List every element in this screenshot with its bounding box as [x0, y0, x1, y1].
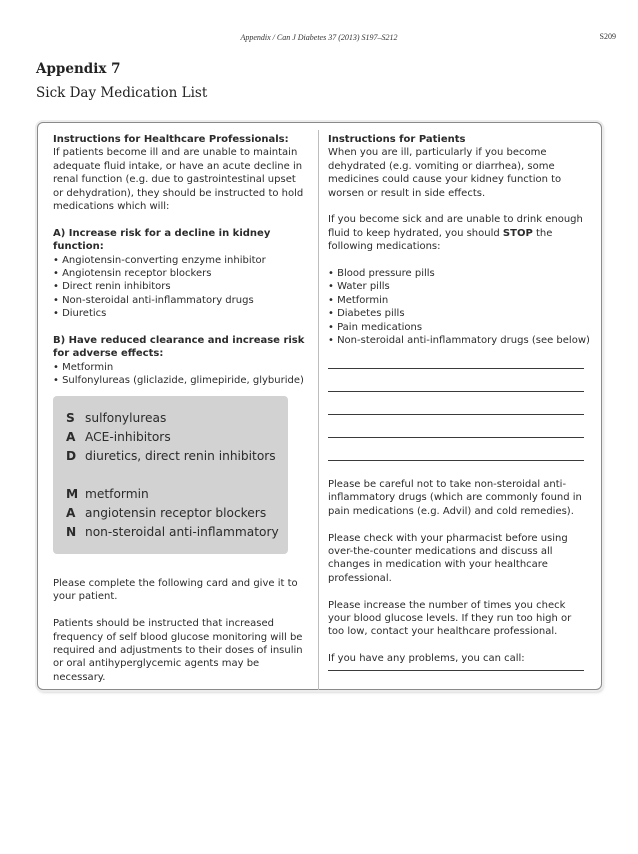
list-item: • Sulfonylureas (gliclazide, glimepiride, glyburide) [53, 374, 309, 387]
nsaid-note: Please be careful not to take non-steroidal anti-inflammatory drugs (which are commonly found in pain medications (e.g. Advil) and cold remedies). [328, 479, 582, 517]
list-item: • Direct renin inhibitors [53, 280, 309, 293]
mnemonic-text: sulfonylureas [85, 411, 167, 425]
mnemonic-text: ACE-inhibitors [85, 430, 171, 444]
list-item: • Pain medications [328, 321, 590, 334]
stop-instruction [328, 213, 590, 253]
mnemonic-row [66, 428, 288, 447]
mnemonic-text: non-steroidal anti-inflammatory [85, 525, 279, 539]
section-b-list [53, 361, 309, 388]
blank-line[interactable] [328, 437, 584, 438]
mnemonic-text: angiotensin receptor blockers [85, 506, 267, 520]
stop-after: the following medications: [328, 227, 553, 253]
list-item: • Angiotensin receptor blockers [53, 267, 309, 280]
list-item: • Non-steroidal anti-inflammatory drugs (see below) [328, 334, 590, 347]
mnemonic-row [66, 485, 288, 504]
list-item: • Non-steroidal anti-inflammatory drugs [53, 294, 309, 307]
list-item: • Angiotensin-converting enzyme inhibitor [53, 254, 309, 267]
healthcare-title: Instructions for Healthcare Professionals: [53, 134, 289, 145]
list-item: • Water pills [328, 280, 590, 293]
mnemonic-letter: N [66, 525, 77, 539]
section-a-title: A) Increase risk for a decline in kidney function: [53, 227, 271, 253]
healthcare-instructions [53, 133, 309, 388]
card-note: Please complete the following card and give it to your patient. [53, 578, 298, 603]
blank-line[interactable] [328, 414, 584, 415]
patient-medication-list [328, 267, 590, 347]
mnemonic-letter: M [66, 487, 79, 501]
stop-before: If you become sick and are unable to drink enough fluid to keep hydrated, you should [328, 214, 583, 239]
sadman-mnemonic-box [53, 396, 288, 554]
stop-word: STOP [502, 227, 533, 239]
patient-intro: When you are ill, particularly if you become dehydrated (e.g. vomiting or diarrhea), some medicines could cause your kidney function to worsen or result in side effects. [328, 147, 562, 199]
mnemonic-row [66, 409, 288, 428]
blank-line[interactable] [328, 368, 584, 369]
appendix-title: Appendix 7 [36, 61, 121, 77]
phone-blank-line[interactable] [328, 670, 584, 671]
list-item: • Metformin [53, 361, 309, 374]
page-number: S209 [599, 32, 616, 41]
mnemonic-row [66, 523, 288, 542]
mnemonic-row [66, 447, 288, 466]
blank-line[interactable] [328, 460, 584, 461]
section-a-list [53, 254, 309, 321]
healthcare-notes [53, 577, 309, 684]
mnemonic-letter: A [66, 430, 76, 444]
running-head: Appendix / Can J Diabetes 37 (2013) S197–S212 [240, 33, 398, 42]
patient-notes [328, 478, 590, 666]
blank-line[interactable] [328, 391, 584, 392]
glucose-note: Please increase the number of times you check your blood glucose levels. If they run too high or too low, contact your healthcare professional. [328, 599, 572, 638]
call-note: If you have any problems, you can call: [328, 653, 525, 665]
appendix-subtitle: Sick Day Medication List [36, 85, 208, 101]
mnemonic-text: metformin [85, 487, 149, 501]
column-divider [318, 130, 319, 690]
list-item: • Metformin [328, 294, 590, 307]
mnemonic-row [66, 504, 288, 523]
list-item: • Blood pressure pills [328, 267, 590, 280]
pharmacist-note: Please check with your pharmacist before using over-the-counter medications and discuss all changes in medication with your healthcare professional. [328, 532, 568, 584]
patient-title: Instructions for Patients [328, 134, 466, 145]
list-item: • Diuretics [53, 307, 309, 320]
patient-instructions [328, 133, 590, 347]
mnemonic-letter: S [66, 411, 75, 425]
healthcare-intro: If patients become ill and are unable to maintain adequate fluid intake, or have an acute decline in renal function (e.g. due to gastrointestinal upset or dehydration), they should be instructed to hold medications which will: [53, 147, 304, 213]
section-b-title: B) Have reduced clearance and increase risk for adverse effects: [53, 335, 305, 360]
mnemonic-letter: D [66, 449, 77, 463]
mnemonic-text: diuretics, direct renin inhibitors [85, 449, 276, 463]
mnemonic-letter: A [66, 506, 76, 520]
list-item: • Diabetes pills [328, 307, 590, 320]
monitoring-note: Patients should be instructed that increased frequency of self blood glucose monitoring will be required and adjustments to their doses of insulin or oral antihyperglycemic agents may be necessary. [53, 618, 303, 683]
